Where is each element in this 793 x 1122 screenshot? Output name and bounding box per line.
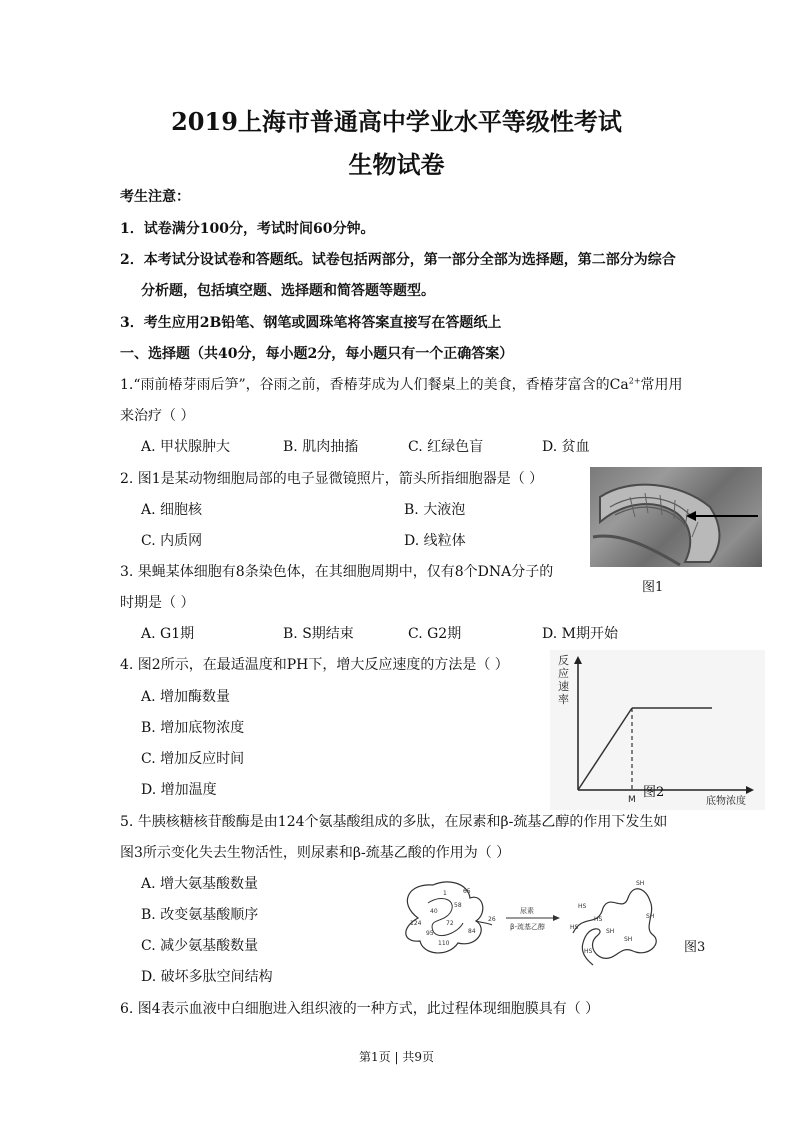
figure3-sh-1: SH bbox=[636, 880, 645, 887]
q2-option-c: C. 内质网 bbox=[141, 533, 203, 549]
q1-superscript: 2+ bbox=[628, 376, 641, 386]
q5-stem-line2: 图3所示变化失去生物活性，则尿素和β-巯基乙酸的作用为（ ） bbox=[120, 845, 511, 861]
figure2-y-label-2: 应 bbox=[558, 667, 569, 680]
notice-item-1: 1．试卷满分100分，考试时间60分钟。 bbox=[120, 221, 375, 237]
q5-option-a: A. 增大氨基酸数量 bbox=[141, 876, 259, 892]
notice-item-2: 2．本考试分设试卷和答题纸。试卷包括两部分，第一部分全部为选择题，第二部分为综合 bbox=[120, 252, 676, 268]
q4-option-d: D. 增加温度 bbox=[141, 782, 217, 798]
figure3-caption: 图3 bbox=[684, 940, 706, 955]
figure3-num-10: 124 bbox=[410, 920, 422, 927]
q5-option-d: D. 破坏多肽空间结构 bbox=[141, 969, 273, 985]
figure3-num-4: 58 bbox=[454, 902, 462, 909]
q2-option-d: D. 线粒体 bbox=[404, 533, 466, 549]
section-heading: 一、选择题（共40分，每小题2分，每小题只有一个正确答案） bbox=[120, 346, 514, 362]
figure3-arrow-bottom-label: β-巯基乙醇 bbox=[510, 923, 545, 931]
q2-option-a: A. 细胞核 bbox=[141, 502, 203, 518]
q1-stem-line1 bbox=[120, 374, 683, 394]
figure2-m-label: M bbox=[628, 795, 636, 805]
q6-stem: 6. 图4表示血液中白细胞进入组织液的一种方式，此过程体现细胞膜具有（ ） bbox=[120, 1001, 600, 1017]
q1-stem-line2: 来治疗（ ） bbox=[120, 408, 195, 424]
notice-item-2-cont: 分析题，包括填空题、选择题和简答题等题型。 bbox=[141, 283, 435, 299]
figure3-sh-3: SH bbox=[606, 928, 615, 935]
exam-title: 2019上海市普通高中学业水平等级性考试 bbox=[171, 107, 622, 136]
figure3-diagram bbox=[388, 873, 678, 968]
figure3-hs-3: HS bbox=[594, 916, 603, 923]
figure2-x-label: 底物浓度 bbox=[706, 796, 746, 807]
figure3-num-9: 110 bbox=[438, 940, 450, 947]
q3-option-a: A. G1期 bbox=[141, 626, 195, 642]
figure3-num-3: 40 bbox=[430, 908, 438, 915]
figure1-micrograph bbox=[590, 467, 762, 567]
figure2-caption: 图2 bbox=[643, 785, 665, 800]
figure3-num-8: 95 bbox=[426, 930, 434, 937]
q1-stem-prefix: 1.“雨前椿芽雨后笋”，谷雨之前，香椿芽成为人们餐桌上的美食，香椿芽富含的Ca bbox=[120, 377, 629, 393]
q2-stem: 2. 图1是某动物细胞局部的电子显微镜照片，箭头所指细胞器是（ ） bbox=[120, 471, 544, 487]
figure3-num-1: 1 bbox=[443, 890, 447, 897]
figure3-hs-4: HS bbox=[584, 948, 593, 955]
q3-option-d: D. M期开始 bbox=[542, 626, 618, 642]
q1-option-b: B. 肌肉抽搐 bbox=[283, 439, 359, 455]
q1-option-a: A. 甲状腺肿大 bbox=[141, 439, 231, 455]
figure3-num-6: 72 bbox=[446, 920, 454, 927]
figure3-arrow-top-label: 尿素 bbox=[520, 907, 534, 915]
exam-subtitle: 生物试卷 bbox=[348, 150, 445, 179]
figure3-num-7: 84 bbox=[468, 928, 476, 935]
q3-stem-line2: 时期是（ ） bbox=[120, 595, 195, 611]
figure3-sh-4: SH bbox=[624, 936, 633, 943]
figure2-y-label-1: 反 bbox=[558, 654, 569, 667]
q3-option-b: B. S期结束 bbox=[283, 626, 354, 642]
q4-option-b: B. 增加底物浓度 bbox=[141, 720, 245, 736]
q1-stem-suffix: 常用用 bbox=[640, 377, 683, 393]
figure3-sh-2: SH bbox=[646, 913, 655, 920]
figure3-num-5: 65 bbox=[463, 888, 471, 895]
page-footer: 第1页 | 共9页 bbox=[359, 1050, 434, 1064]
q5-option-b: B. 改变氨基酸顺序 bbox=[141, 907, 259, 923]
q5-stem-line1: 5. 牛胰核糖核苷酸酶是由124个氨基酸组成的多肽，在尿素和β-巯基乙醇的作用下发生如 bbox=[120, 814, 668, 830]
q5-option-c: C. 减少氨基酸数量 bbox=[141, 938, 259, 954]
q1-option-d: D. 贫血 bbox=[542, 439, 590, 455]
figure3-num-2: 26 bbox=[488, 916, 496, 923]
figure3-arrow-head bbox=[553, 915, 560, 921]
q2-option-b: B. 大液泡 bbox=[404, 502, 466, 518]
figure3-hs-1: HS bbox=[578, 903, 587, 910]
q3-stem-line1: 3. 果蝇某体细胞有8条染色体，在其细胞周期中，仅有8个DNA分子的 bbox=[120, 564, 554, 580]
notice-heading: 考生注意： bbox=[120, 189, 190, 205]
q3-option-c: C. G2期 bbox=[408, 626, 462, 642]
figure2-y-label-4: 率 bbox=[558, 693, 569, 706]
q4-option-a: A. 增加酶数量 bbox=[141, 689, 231, 705]
q4-stem: 4. 图2所示，在最适温度和PH下，增大反应速度的方法是（ ） bbox=[120, 657, 509, 673]
figure1-micrograph-art bbox=[590, 467, 762, 567]
figure1-caption: 图1 bbox=[642, 580, 664, 595]
q1-option-c: C. 红绿色盲 bbox=[408, 439, 484, 455]
notice-item-3: 3．考生应用2B铅笔、钢笔或圆珠笔将答案直接写在答题纸上 bbox=[120, 315, 502, 331]
figure2-y-label-3: 速 bbox=[558, 680, 569, 693]
q4-option-c: C. 增加反应时间 bbox=[141, 751, 245, 767]
figure3-hs-2: HS bbox=[570, 924, 579, 931]
